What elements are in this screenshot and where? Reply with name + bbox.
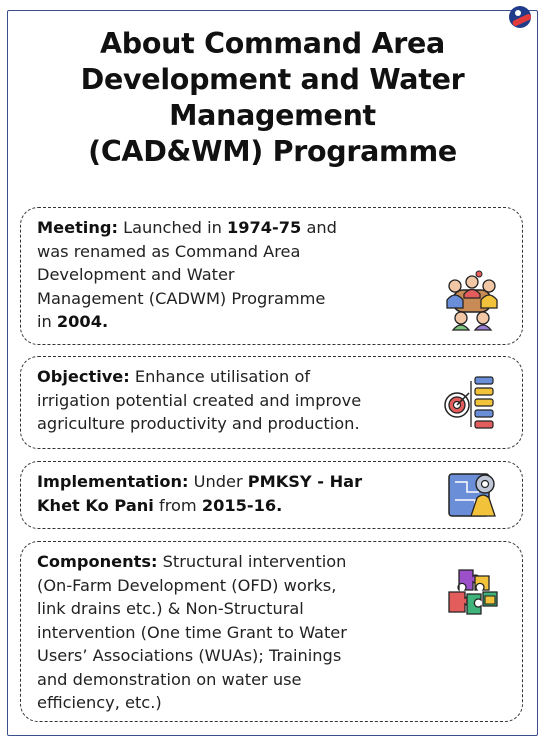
implementation-text-2: from	[153, 495, 202, 515]
meeting-text-1: Launched in	[117, 218, 227, 237]
implementation-scheme-1: PMKSY - Har	[247, 472, 363, 491]
objective-text	[37, 365, 361, 436]
implementation-year: 2015-16.	[201, 495, 283, 515]
components-text-7: efficiency, etc.)	[37, 693, 162, 712]
objective-text-1: Enhance utilisation of	[129, 367, 311, 386]
title-line: (CAD&WM) Programme	[88, 135, 457, 168]
objective-text-3: agriculture productivity and production.	[37, 414, 360, 433]
logo-icon	[509, 6, 531, 28]
title-line: Management	[169, 99, 376, 132]
blueprint-icon	[447, 470, 499, 520]
implementation-label: Implementation:	[37, 472, 189, 491]
implementation-text-1: Under	[188, 472, 248, 491]
components-text-4: intervention (One time Grant to Water	[37, 622, 347, 642]
meeting-text-1c: and	[301, 218, 337, 237]
implementation-text	[37, 470, 362, 517]
components-label: Components:	[37, 552, 158, 571]
components-card	[20, 541, 523, 722]
objective-text-2: irrigation potential created and improve	[37, 390, 362, 410]
meeting-year-renamed: 2004.	[56, 312, 109, 331]
meeting-year-start: 1974-75	[226, 218, 302, 237]
title-line: Development and Water	[80, 63, 465, 96]
objective-card	[20, 356, 523, 449]
implementation-card	[20, 461, 523, 529]
meeting-text-4: Management (CADWM) Programme	[37, 288, 326, 308]
components-text-6: and demonstration on water use	[37, 669, 302, 689]
components-text-2: (On-Farm Development (OFD) works,	[37, 575, 337, 595]
components-text-1: Structural intervention	[157, 552, 347, 571]
meeting-text-2: was renamed as Command Area	[37, 241, 301, 261]
meeting-text-3: Development and Water	[37, 265, 235, 284]
meeting-text	[37, 216, 337, 334]
meeting-text-5: in	[37, 312, 57, 331]
target-icon	[443, 375, 497, 431]
components-text-5: Users’ Associations (WUAs); Trainings	[37, 646, 342, 665]
title-line: About Command Area	[100, 27, 445, 60]
meeting-label: Meeting:	[37, 218, 118, 237]
page-title	[30, 26, 515, 170]
puzzle-icon	[445, 566, 503, 618]
meeting-card	[20, 207, 523, 345]
implementation-scheme-2: Khet Ko Pani	[37, 495, 154, 515]
components-text-3: link drains etc.) & Non-Structural	[37, 599, 304, 618]
components-text	[37, 550, 347, 715]
objective-label: Objective:	[37, 367, 130, 386]
meeting-icon	[441, 270, 503, 332]
